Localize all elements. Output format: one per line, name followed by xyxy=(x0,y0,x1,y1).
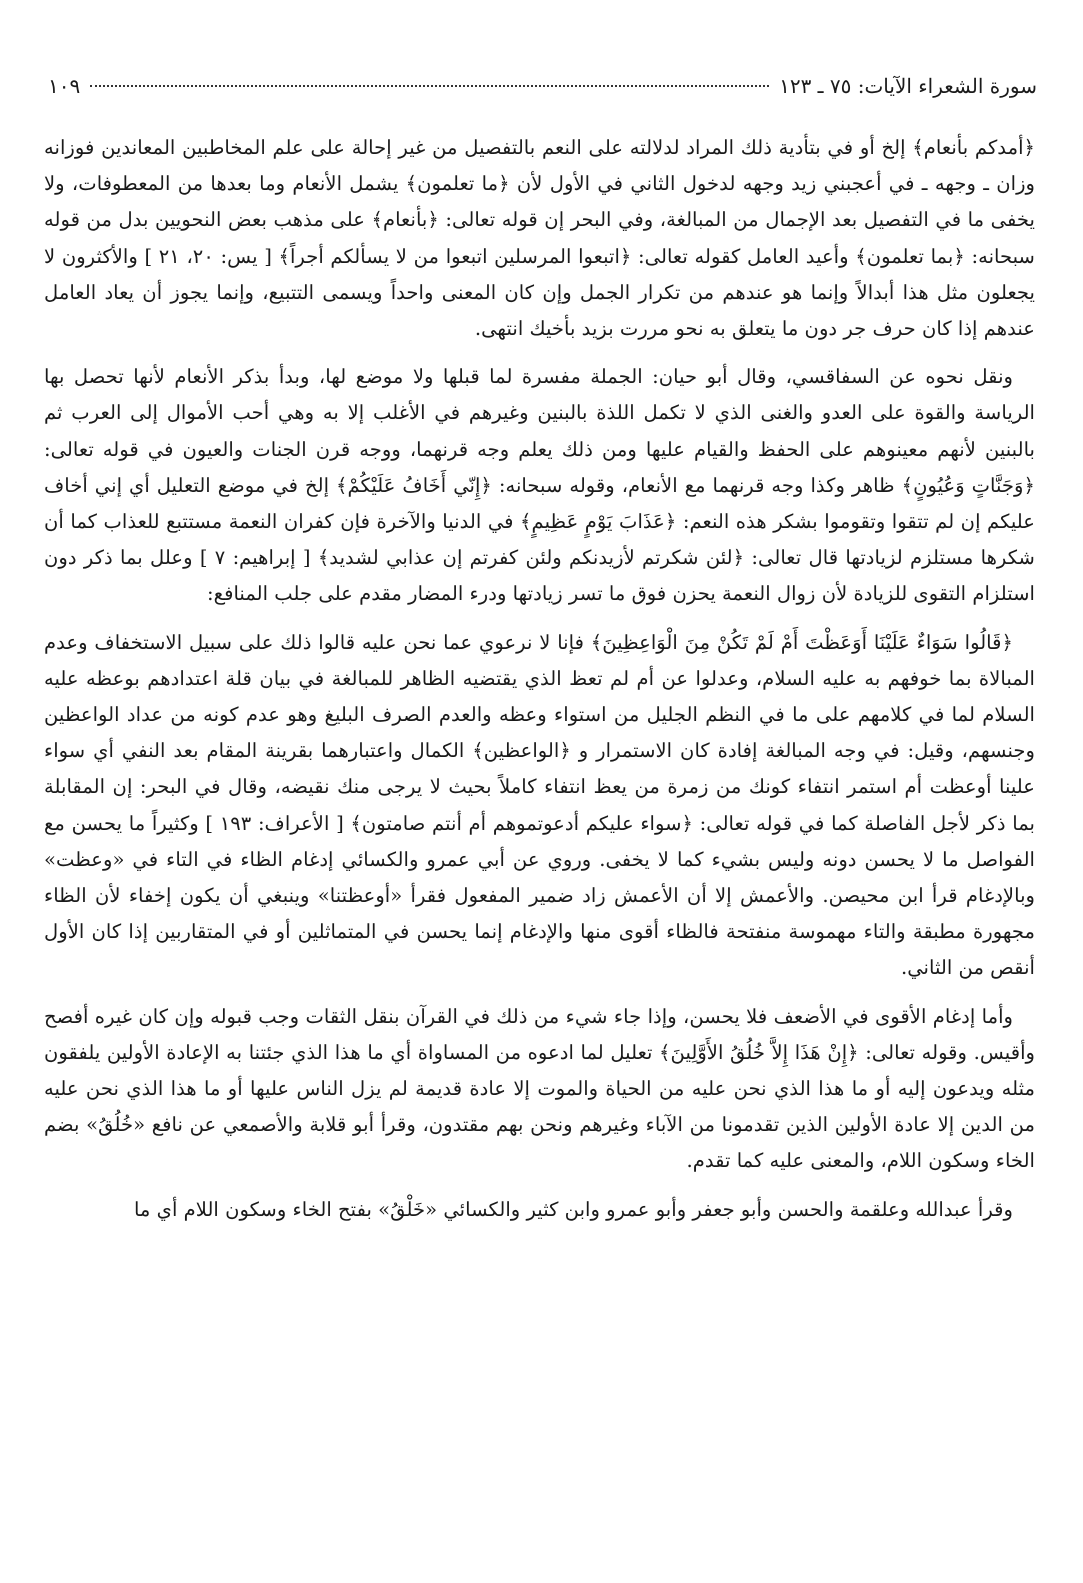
paragraph-5: وقرأ عبدالله وعلقمة والحسن وأبو جعفر وأبو عمرو وابن كثير والكسائي «خَلْقُ» بفتح الخاء وسكون اللام أي ما xyxy=(133,1197,1013,1221)
paragraph-1: ﴿أمدكم بأنعام﴾ إلخ أو في بتأدية ذلك المراد لدلالته على النعم بالتفصيل من غير إحالة على علم المخاطبين المعاندين فوزانه وزان ـ وجهه ـ في أعجبني زيد وجهه لدخول الثاني في الأول لأن ﴿ما تعلمون﴾ يشمل الأنعام وما بعدها من المعطوفات، ولا يخفى ما في التفصيل بعد الإجمال من المبالغة، وفي البحر إن قوله تعالى: ﴿بأنعام﴾ على مذهب بعض النحويين بدل من قوله سبحانه: ﴿بما تعلمون﴾ وأعيد العامل كقوله تعالى: ﴿اتبعوا المرسلين اتبعوا من لا يسألكم أجراً﴾ [ يس: ٢٠، ٢١ ] والأكثرون لا يجعلون مثل هذا أبدالاً وإنما هو عندهم من تكرار الجمل وإن كان المعنى واحداً ويسمى التتبيع، وإنما يجوز أن يعاد العامل عندهم إذا كان حرف جر دون ما يتعلق به نحو مررت بزيد بأخيك انتهى. xyxy=(44,136,1035,341)
header-dot-leader xyxy=(90,85,769,87)
page-number: ١٠٩ xyxy=(48,74,81,98)
paragraph-4: وأما إدغام الأقوى في الأضعف فلا يحسن، وإذا جاء شيء من ذلك في القرآن بنقل الثقات وجب قبوله وإن كان غيره أفصح وأقيس. وقوله تعالى: ﴿إِنْ هَذَا إِلاَّ خُلُقُ الأَوَّلِينَ﴾ تعليل لما ادعوه من المساواة أي ما هذا الذي جئتنا به الإعادة الأولين يلفقون مثله ويدعون إليه أو ما هذا الذي نحن عليه من الحياة والموت إلا عادة قديمة لم يزل الناس عليها أو ما هذا الذي نحن عليه من الدين إلا عادة الأولين الذين تقدمونا من الآباء وغيرهم ونحن بهم مقتدون، وقرأ أبو قلابة والأصمعي عن نافع «خُلُقُ» بضم الخاء وسكون اللام، والمعنى عليه كما تقدم. xyxy=(44,1004,1035,1173)
paragraph-2: ونقل نحوه عن السفاقسي، وقال أبو حيان: الجملة مفسرة لما قبلها ولا موضع لها، وبدأ بذكر الأنعام لأنها تحصل بها الرياسة والقوة على العدو والغنى الذي لا تكمل اللذة بالبنين وغيرهم في الأغلب إلا به وهي أحب الأموال إلى العرب ثم بالبنين لأنهم معينوهم على الحفظ والقيام عليها ومن ذلك يعلم وجه قرنهما، ووجه قرن الجنات والعيون في قوله تعالى: ﴿وَجَنَّاتٍ وَعُيُونٍ﴾ ظاهر وكذا وجه قرنهما مع الأنعام، وقوله سبحانه: ﴿إِنّي أَخَافُ عَلَيْكُمْ﴾ إلخ في موضع التعليل أي إني أخاف عليكم إن لم تتقوا وتقوموا بشكر هذه النعم: ﴿عَذَابَ يَوْمٍ عَظِيمٍ﴾ في الدنيا والآخرة فإن كفران النعمة مستتبع للعذاب كما أن شكرها مستلزم لزيادتها قال تعالى: ﴿لئن شكرتم لأزيدنكم ولئن كفرتم إن عذابي لشديد﴾ [ إبراهيم: ٧ ] وعلل بما ذكر دون استلزام التقوى للزيادة لأن زوال النعمة يحزن فوق ما تسر زيادتها ودرء المضار مقدم على جلب المنافع: xyxy=(44,365,1035,606)
running-header xyxy=(48,72,1037,100)
paragraph-3: ﴿قَالُوا سَوَاءٌ عَلَيْنَا أَوَعَظْتَ أَمْ لَمْ تَكُنْ مِنَ الْوَاعِظِينَ﴾ فإنا لا نرعوي عما نحن عليه قالوا ذلك على سبيل الاستخفاف وعدم المبالاة بما خوفهم به عليه السلام، وعدلوا عن أم لم تعظ الذي يقتضيه الظاهر للمبالغة في بيان قلة اعتدادهم بوعظه عليه السلام لما في كلامهم على ما في النظم الجليل من استواء وعظه والعدم الصرف البليغ وهو عدم كونه من عداد الواعظين وجنسهم، وقيل: في وجه المبالغة إفادة كان الاستمرار و ﴿الواعظين﴾ الكمال واعتبارهما بقرينة المقام بعد النفي أي سواء علينا أوعظت أم استمر انتفاء كونك من زمرة من يعظ انتفاء كاملاً بحيث لا يرجى منك نقيضه، وقال في البحر: إن المقابلة بما ذكر لأجل الفاصلة كما في قوله تعالى: ﴿سواء عليكم أدعوتموهم أم أنتم صامتون﴾ [ الأعراف: ١٩٣ ] وكثيراً ما يحسن مع الفواصل ما لا يحسن دونه وليس بشيء كما لا يخفى. وروي عن أبي عمرو والكسائي إدغام الظاء في التاء في «وعظت» وبالإدغام قرأ ابن محيصن. والأعمش إلا أن الأعمش زاد ضمير المفعول فقرأ «أوعظتنا» وينبغي أن يكون إخفاء لأن الظاء مجهورة مطبقة والتاء مهموسة منفتحة فالظاء أقوى منها والإدغام إنما يحسن في المتماثلين أو في المتقاربين إذا كان الأول أنقص من الثاني. xyxy=(44,630,1035,980)
surah-title: سورة الشعراء الآيات: ٧٥ ـ ١٢٣ xyxy=(779,74,1037,98)
body-text xyxy=(44,130,1035,1228)
